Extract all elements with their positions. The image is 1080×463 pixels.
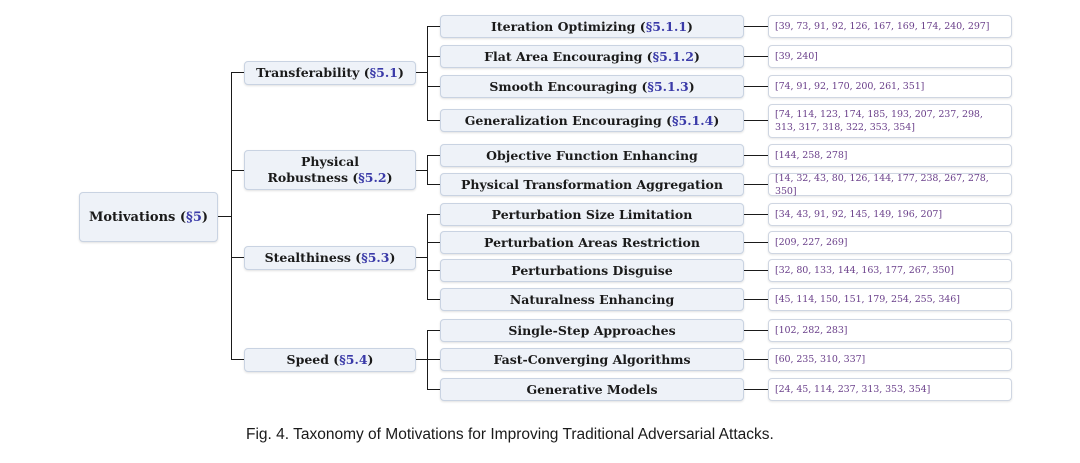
- refs-physical-transformation-aggregation: [768, 173, 1012, 196]
- leaf-node-naturalness-enhancing: [440, 288, 744, 311]
- connector-leaf-1: [427, 26, 440, 27]
- figure-caption: Fig. 4. Taxonomy of Motivations for Improving Traditional Adversarial Attacks.: [246, 426, 774, 443]
- refs-fast-converging-algorithms: [768, 348, 1012, 371]
- refs-perturbation-areas-restriction: [768, 231, 1012, 254]
- leaf-label: Perturbation Size Limitation: [491, 207, 693, 222]
- leaf-label: Single-Step Approaches: [508, 323, 676, 338]
- connector-leaf-4: [427, 120, 440, 121]
- leaf-node-perturbation-size-limitation: [440, 203, 744, 226]
- connector-refs-10: [744, 299, 768, 300]
- leaf-node-physical-transformation-aggregation: [440, 173, 744, 196]
- root-node: [79, 192, 218, 242]
- leaf-node-generative-models: [440, 378, 744, 401]
- connector-refs-6: [744, 184, 768, 185]
- leaf-label: Perturbation Areas Restriction: [484, 235, 700, 250]
- connector-refs-12: [744, 359, 768, 360]
- refs-text: [39, 240]: [775, 51, 818, 62]
- connector-stealthiness-spine: [427, 214, 428, 300]
- connector-leaf-7: [427, 214, 440, 215]
- leaf-label: Objective Function Enhancing: [486, 148, 698, 163]
- root-label: Motivations (§5): [88, 209, 209, 225]
- refs-text: [45, 114, 150, 151, 179, 254, 255, 346]: [775, 294, 960, 305]
- refs-text: [102, 282, 283]: [775, 325, 848, 336]
- category-node-physical-robustness: [244, 150, 416, 190]
- leaf-label: Fast-Converging Algorithms: [493, 352, 691, 367]
- leaf-node-perturbation-areas-restriction: [440, 231, 744, 254]
- connector-refs-9: [744, 270, 768, 271]
- connector-to-speed: [231, 359, 244, 360]
- leaf-label: Generative Models: [526, 382, 658, 397]
- connector-root-stub: [218, 216, 232, 217]
- connector-refs-4: [744, 120, 768, 121]
- leaf-label: Iteration Optimizing (§5.1.1): [491, 19, 693, 34]
- connector-leaf-2: [427, 56, 440, 57]
- category-label: Transferability (§5.1): [256, 65, 404, 80]
- connector-transferability-spine: [427, 26, 428, 121]
- connector-leaf-12: [427, 359, 440, 360]
- refs-objective-function-enhancing: [768, 144, 1012, 167]
- refs-text: [60, 235, 310, 337]: [775, 354, 866, 365]
- refs-iteration-optimizing: [768, 15, 1012, 38]
- refs-text: [32, 80, 133, 144, 163, 177, 267, 350]: [775, 265, 954, 276]
- connector-refs-1: [744, 26, 768, 27]
- connector-refs-13: [744, 389, 768, 390]
- refs-flat-area-encouraging: [768, 45, 1012, 68]
- connector-leaf-8: [427, 242, 440, 243]
- refs-text: [14, 32, 43, 80, 126, 144, 177, 238, 267, 278, 350]: [775, 172, 989, 197]
- category-label: Speed (§5.4): [286, 352, 374, 367]
- category-node-speed: [244, 348, 416, 372]
- refs-single-step-approaches: [768, 319, 1012, 342]
- category-label: Physical Robustness (§5.2): [267, 154, 393, 185]
- connector-root-spine: [231, 72, 232, 360]
- connector-refs-3: [744, 86, 768, 87]
- refs-text: [34, 43, 91, 92, 145, 149, 196, 207]: [775, 209, 942, 220]
- refs-text: [209, 227, 269]: [775, 237, 848, 248]
- connector-leaf-3: [427, 86, 440, 87]
- connector-refs-2: [744, 56, 768, 57]
- connector-leaf-5: [427, 155, 440, 156]
- refs-text: [74, 91, 92, 170, 200, 261, 351]: [775, 81, 925, 92]
- category-label: Stealthiness (§5.3): [264, 250, 396, 265]
- leaf-node-perturbations-disguise: [440, 259, 744, 282]
- leaf-node-single-step-approaches: [440, 319, 744, 342]
- refs-perturbations-disguise: [768, 259, 1012, 282]
- leaf-label: Perturbations Disguise: [511, 263, 673, 278]
- leaf-node-objective-function-enhancing: [440, 144, 744, 167]
- refs-text: [144, 258, 278]: [775, 150, 848, 161]
- connector-leaf-9: [427, 270, 440, 271]
- leaf-label: Smooth Encouraging (§5.1.3): [489, 79, 695, 94]
- connector-leaf-6: [427, 184, 440, 185]
- leaf-node-flat-area-encouraging: [440, 45, 744, 68]
- category-node-transferability: [244, 61, 416, 85]
- connector-to-transferability: [231, 72, 244, 73]
- refs-generative-models: [768, 378, 1012, 401]
- connector-refs-8: [744, 242, 768, 243]
- connector-leaf-13: [427, 389, 440, 390]
- leaf-node-fast-converging-algorithms: [440, 348, 744, 371]
- category-node-stealthiness: [244, 246, 416, 270]
- refs-perturbation-size-limitation: [768, 203, 1012, 226]
- leaf-node-generalization-encouraging: [440, 109, 744, 132]
- leaf-node-smooth-encouraging: [440, 75, 744, 98]
- refs-text: [24, 45, 114, 237, 313, 353, 354]: [775, 384, 931, 395]
- connector-refs-7: [744, 214, 768, 215]
- connector-speed-spine: [427, 330, 428, 390]
- leaf-label: Physical Transformation Aggregation: [461, 177, 723, 192]
- connector-to-physical-robustness: [231, 170, 244, 171]
- connector-refs-5: [744, 155, 768, 156]
- connector-to-stealthiness: [231, 257, 244, 258]
- refs-text: [74, 114, 123, 174, 185, 193, 207, 237, 298, 313, 317, 318, 322, 353, 354]: [775, 109, 983, 133]
- connector-leaf-10: [427, 299, 440, 300]
- refs-smooth-encouraging: [768, 75, 1012, 98]
- connector-leaf-11: [427, 330, 440, 331]
- refs-naturalness-enhancing: [768, 288, 1012, 311]
- connector-refs-11: [744, 330, 768, 331]
- leaf-label: Naturalness Enhancing: [509, 292, 675, 307]
- refs-generalization-encouraging: [768, 104, 1012, 138]
- leaf-label: Flat Area Encouraging (§5.1.2): [484, 49, 700, 64]
- leaf-label: Generalization Encouraging (§5.1.4): [464, 113, 720, 128]
- connector-physical-spine: [427, 155, 428, 185]
- leaf-node-iteration-optimizing: [440, 15, 744, 38]
- refs-text: [39, 73, 91, 92, 126, 167, 169, 174, 240, 297]: [775, 21, 990, 32]
